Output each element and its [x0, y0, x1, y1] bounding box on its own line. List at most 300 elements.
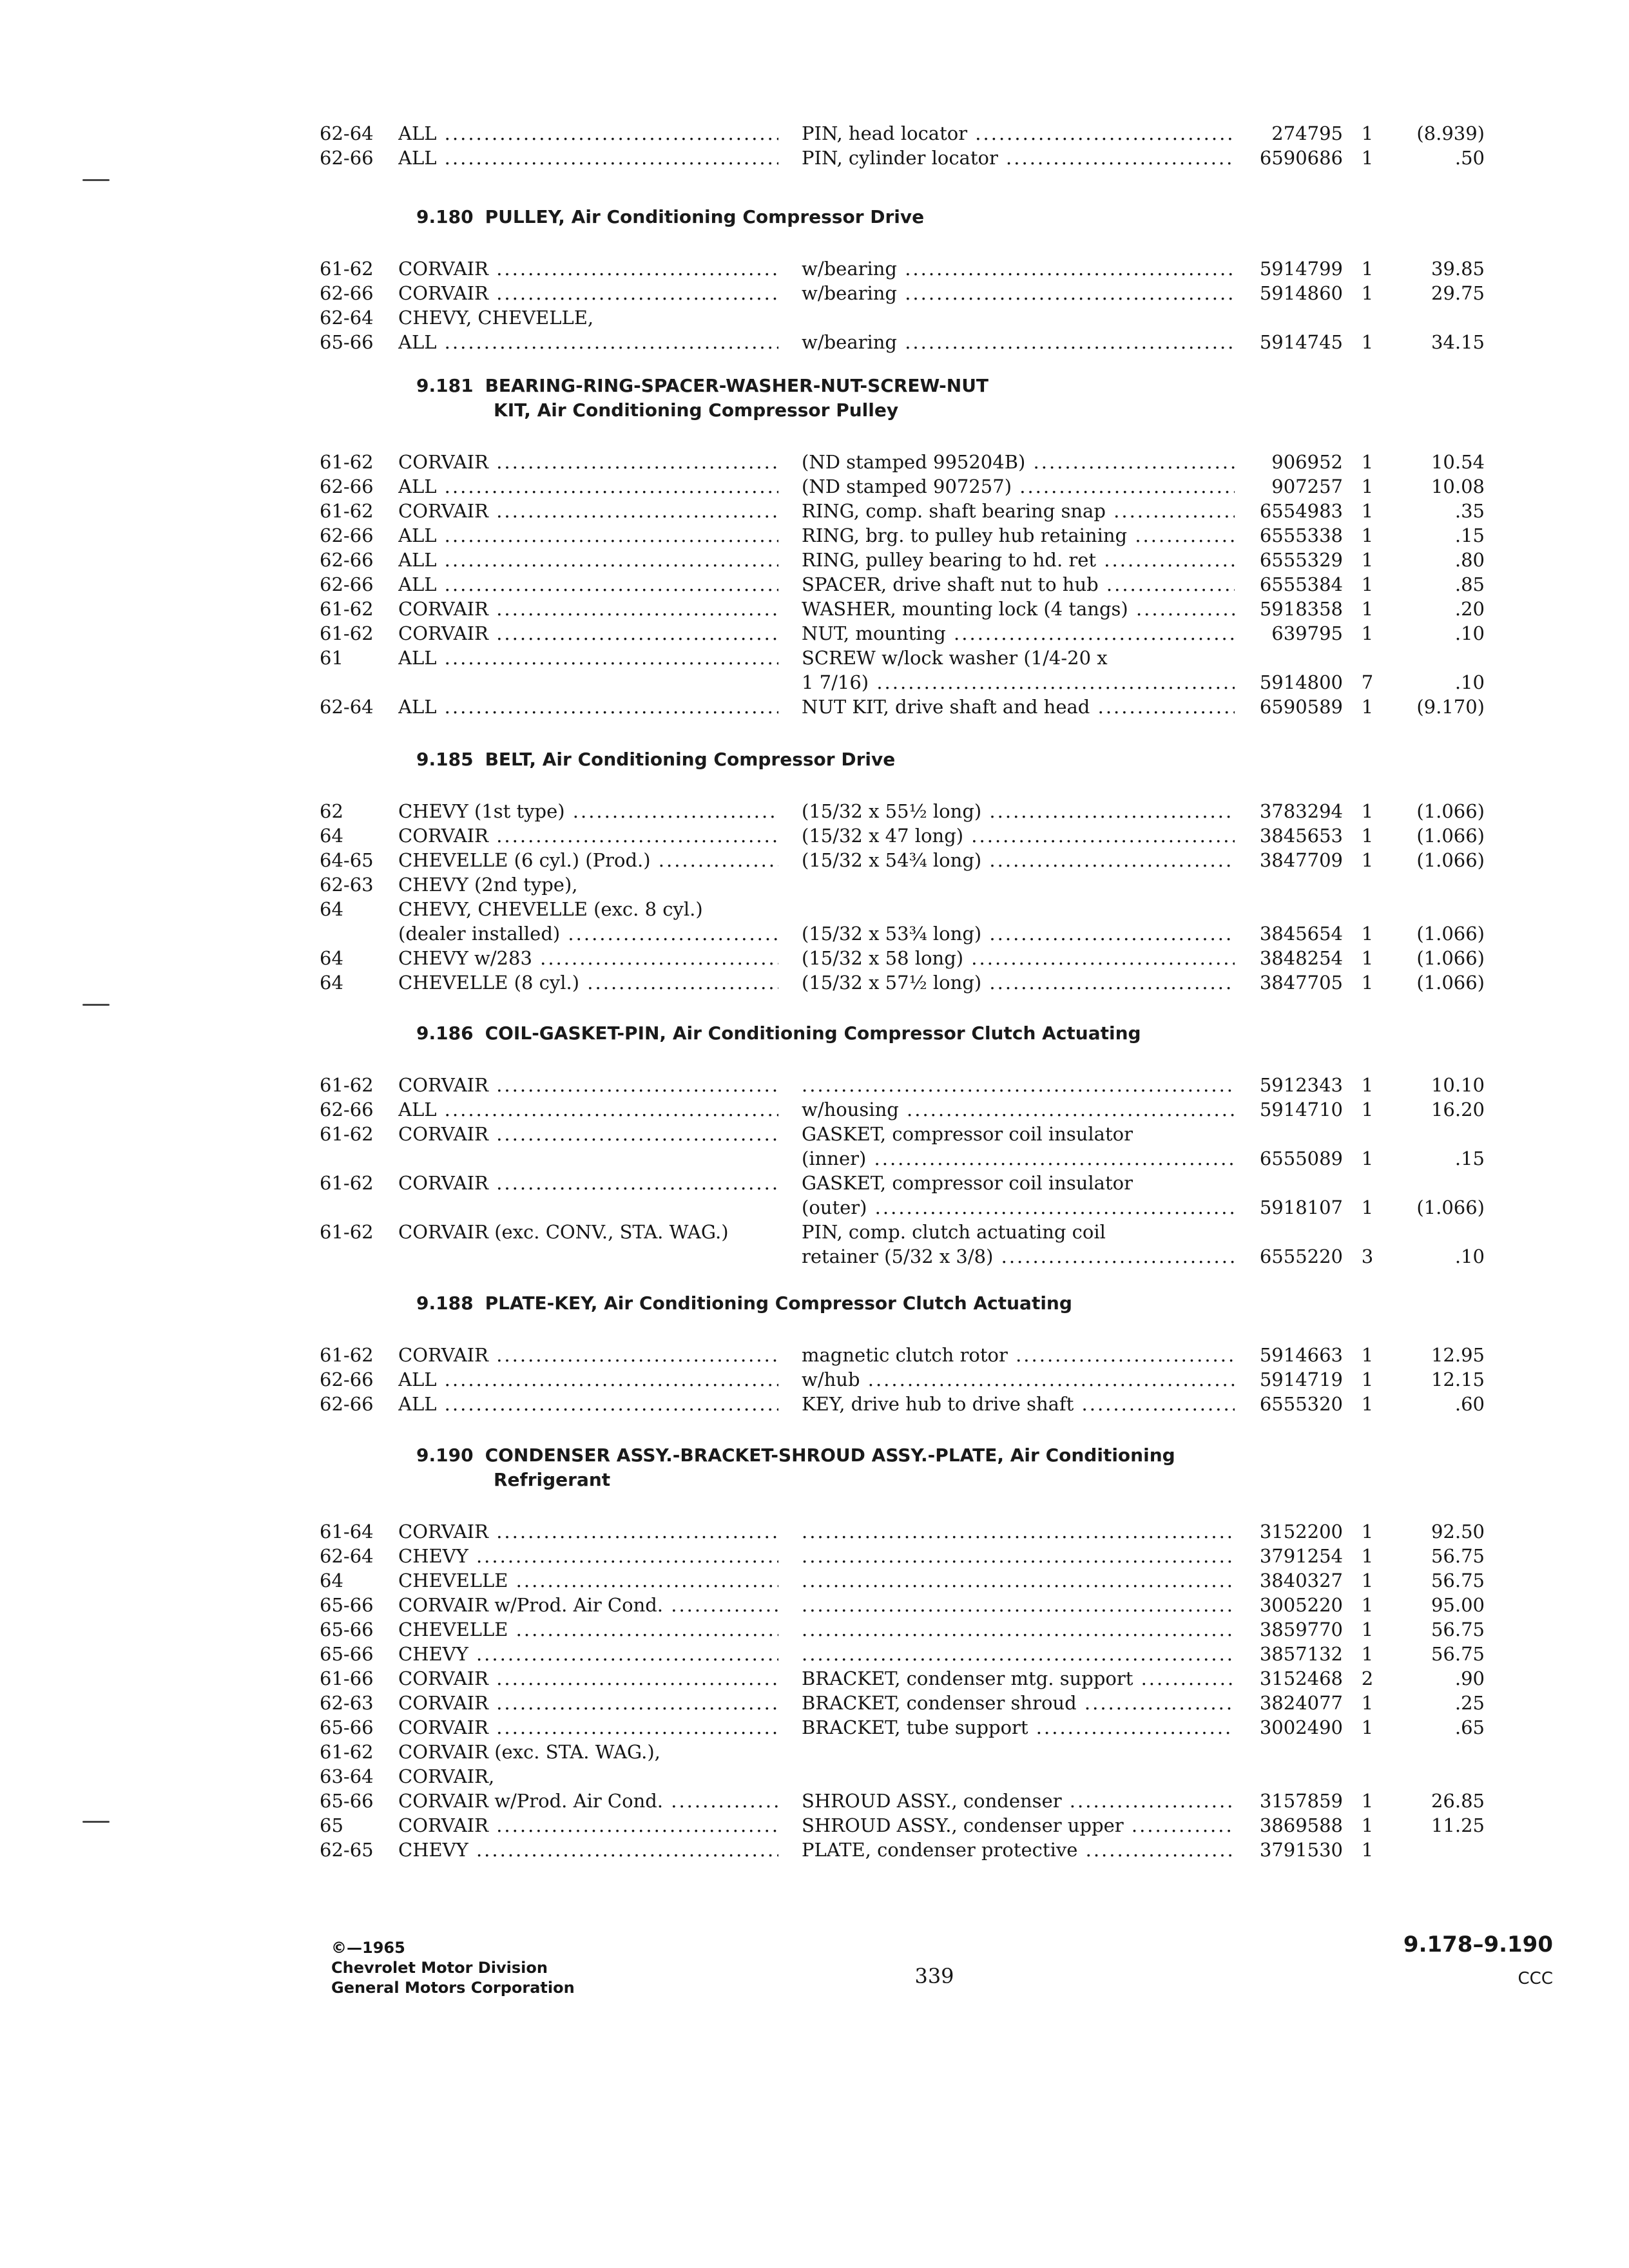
part-number: 3791530: [1259, 1839, 1343, 1861]
price: (1.066): [1416, 1196, 1485, 1218]
table-row: [0, 799, 1629, 823]
description: [802, 1642, 1235, 1666]
table-row: [0, 1593, 1629, 1617]
section-title-continued: Refrigerant: [494, 1469, 611, 1490]
table-row: [0, 1789, 1629, 1813]
part-number: 3152468: [1259, 1667, 1343, 1689]
description: BRACKET, condenser mtg. support .....: [802, 1666, 1235, 1691]
description: PLATE, condenser protective .....: [802, 1838, 1235, 1862]
section-title-continued: KIT, Air Conditioning Compressor Pulley: [494, 399, 899, 421]
quantity: 1: [1361, 1619, 1374, 1640]
table-row: [0, 1367, 1629, 1392]
description: w/hub .....: [802, 1367, 1235, 1392]
section-title: CONDENSER ASSY.-BRACKET-SHROUD ASSY.-PLATE, Air Conditioning: [485, 1445, 1175, 1466]
price: 10.08: [1431, 476, 1485, 497]
price: .25: [1454, 1692, 1485, 1714]
description: KEY, drive hub to drive shaft .....: [802, 1392, 1235, 1416]
application: CORVAIR (exc. CONV., STA. WAG.): [398, 1221, 729, 1243]
section-heading: [416, 747, 1383, 772]
description: magnetic clutch rotor .....: [802, 1343, 1235, 1367]
price: 56.75: [1431, 1643, 1485, 1665]
year-range: 62-66: [320, 524, 374, 546]
table-row: [0, 1740, 1629, 1764]
table-row: [0, 1122, 1629, 1146]
application: ALL .....: [398, 572, 778, 597]
year-range: 61-62: [320, 622, 374, 644]
application: CORVAIR .....: [398, 499, 778, 523]
table-row: [0, 256, 1629, 281]
application: CORVAIR .....: [398, 1813, 778, 1838]
part-number: 274795: [1271, 122, 1343, 144]
price: (1.066): [1416, 825, 1485, 847]
price: 26.85: [1431, 1790, 1485, 1812]
application: CORVAIR .....: [398, 1519, 778, 1544]
table-row: [0, 872, 1629, 897]
year-range: 65-66: [320, 1619, 374, 1640]
part-number: 6555320: [1259, 1393, 1343, 1415]
description: w/bearing .....: [802, 330, 1235, 354]
price: 92.50: [1431, 1521, 1485, 1542]
description: SHROUD ASSY., condenser upper .....: [802, 1813, 1235, 1838]
part-number: 3002490: [1259, 1716, 1343, 1738]
price: 56.75: [1431, 1545, 1485, 1567]
price: 10.10: [1431, 1074, 1485, 1096]
application: CORVAIR (exc. STA. WAG.),: [398, 1741, 660, 1763]
part-number: 5912343: [1259, 1074, 1343, 1096]
part-number: 5918358: [1259, 598, 1343, 620]
quantity: 1: [1361, 1594, 1374, 1616]
year-range: 62-66: [320, 549, 374, 571]
part-number: 6590686: [1259, 147, 1343, 169]
price: .15: [1454, 524, 1485, 546]
part-number: 3869588: [1259, 1814, 1343, 1836]
part-number: 5918107: [1259, 1196, 1343, 1218]
price: 56.75: [1431, 1570, 1485, 1591]
description: [802, 1568, 1235, 1593]
price: 56.75: [1431, 1619, 1485, 1640]
year-range: 62-63: [320, 1692, 374, 1714]
application: CHEVY (2nd type),: [398, 874, 578, 896]
description: GASKET, compressor coil insulator: [802, 1123, 1133, 1145]
table-row: [0, 1343, 1629, 1367]
section-title: PULLEY, Air Conditioning Compressor Drive: [485, 206, 925, 227]
application: CORVAIR .....: [398, 597, 778, 621]
quantity: 1: [1361, 598, 1374, 620]
part-number: 5914719: [1259, 1369, 1343, 1390]
table-row: [0, 281, 1629, 305]
year-range: 64: [320, 825, 343, 847]
section-heading: [416, 374, 1383, 423]
year-range: 62-65: [320, 1839, 374, 1861]
application: CORVAIR .....: [398, 823, 778, 848]
price: .10: [1454, 622, 1485, 644]
year-range: 61-62: [320, 258, 374, 280]
table-row: [0, 621, 1629, 646]
description: (15/32 x 54¾ long) .....: [802, 848, 1235, 872]
application: CORVAIR .....: [398, 1691, 778, 1715]
table-row: [0, 1171, 1629, 1195]
quantity: 1: [1361, 282, 1374, 304]
quantity: 1: [1361, 849, 1374, 871]
year-range: 62-64: [320, 122, 374, 144]
price: (1.066): [1416, 972, 1485, 994]
description: (ND stamped 907257) .....: [802, 474, 1235, 499]
application: ALL .....: [398, 646, 778, 670]
description: 1 7/16) .....: [802, 670, 1235, 695]
table-row: [0, 121, 1629, 146]
price: .10: [1454, 1245, 1485, 1267]
year-range: 61-62: [320, 1344, 374, 1366]
year-range: 64: [320, 898, 343, 920]
quantity: 1: [1361, 1196, 1374, 1218]
application: CHEVELLE (8 cyl.) .....: [398, 970, 778, 995]
part-number: 639795: [1271, 622, 1343, 644]
price: .10: [1454, 671, 1485, 693]
quantity: 1: [1361, 1570, 1374, 1591]
price: 12.15: [1431, 1369, 1485, 1390]
description: (15/32 x 47 long) .....: [802, 823, 1235, 848]
quantity: 1: [1361, 1521, 1374, 1542]
table-row: [0, 474, 1629, 499]
description: SCREW w/lock washer (1/4-20 x: [802, 647, 1108, 669]
application: CORVAIR .....: [398, 450, 778, 474]
application: CHEVY .....: [398, 1642, 778, 1666]
application: CORVAIR .....: [398, 1073, 778, 1097]
quantity: 1: [1361, 500, 1374, 522]
table-row: [0, 897, 1629, 921]
price: 10.54: [1431, 451, 1485, 473]
application: CORVAIR,: [398, 1765, 495, 1787]
part-number: 907257: [1271, 476, 1343, 497]
part-number: 3005220: [1259, 1594, 1343, 1616]
description: (outer) .....: [802, 1195, 1235, 1220]
description: w/bearing .....: [802, 281, 1235, 305]
quantity: 1: [1361, 1393, 1374, 1415]
quantity: 1: [1361, 825, 1374, 847]
description: PIN, cylinder locator .....: [802, 146, 1235, 170]
section-number: 9.186: [416, 1023, 474, 1044]
table-row: [0, 523, 1629, 548]
table-row: [0, 1220, 1629, 1244]
year-range: 64-65: [320, 849, 374, 871]
year-range: 61: [320, 647, 343, 669]
section-title: BELT, Air Conditioning Compressor Drive: [485, 749, 896, 770]
description: BRACKET, condenser shroud .....: [802, 1691, 1235, 1715]
year-range: 62-66: [320, 573, 374, 595]
year-range: 64: [320, 972, 343, 994]
description: w/housing .....: [802, 1097, 1235, 1122]
application: ALL .....: [398, 330, 778, 354]
part-number: 3859770: [1259, 1619, 1343, 1640]
table-row: [0, 1392, 1629, 1416]
table-row: [0, 1838, 1629, 1862]
quantity: 1: [1361, 258, 1374, 280]
application: ALL .....: [398, 474, 778, 499]
price: (1.066): [1416, 947, 1485, 969]
application: CHEVY .....: [398, 1838, 778, 1862]
price: 39.85: [1431, 258, 1485, 280]
table-row: [0, 1617, 1629, 1642]
section-number: 9.181: [416, 375, 474, 396]
table-row: [0, 548, 1629, 572]
price: (9.170): [1416, 696, 1485, 718]
table-row: [0, 1195, 1629, 1220]
table-row: [0, 695, 1629, 719]
section-number: 9.185: [416, 749, 474, 770]
application: CORVAIR .....: [398, 1122, 778, 1146]
table-row: [0, 1691, 1629, 1715]
quantity: 1: [1361, 524, 1374, 546]
section-number: 9.180: [416, 206, 474, 227]
application: CORVAIR w/Prod. Air Cond. .....: [398, 1789, 778, 1813]
year-range: 61-62: [320, 598, 374, 620]
year-range: 65-66: [320, 331, 374, 353]
corporation-name: General Motors Corporation: [331, 1979, 575, 1997]
table-row: [0, 1519, 1629, 1544]
part-number: 3845653: [1259, 825, 1343, 847]
description: (15/32 x 55½ long) .....: [802, 799, 1235, 823]
description: (ND stamped 995204B) .....: [802, 450, 1235, 474]
year-range: 62-66: [320, 1393, 374, 1415]
section-heading: [416, 1443, 1383, 1492]
price: .90: [1454, 1667, 1485, 1689]
quantity: 1: [1361, 1716, 1374, 1738]
part-number: 3157859: [1259, 1790, 1343, 1812]
year-range: 62-66: [320, 282, 374, 304]
part-number: 3847709: [1259, 849, 1343, 871]
description: (inner) .....: [802, 1146, 1235, 1171]
description: (15/32 x 53¾ long) .....: [802, 921, 1235, 946]
table-row: [0, 572, 1629, 597]
part-number: 3824077: [1259, 1692, 1343, 1714]
year-range: 64: [320, 947, 343, 969]
application: CORVAIR .....: [398, 1171, 778, 1195]
price: 16.20: [1431, 1099, 1485, 1120]
price: (1.066): [1416, 923, 1485, 945]
description: NUT KIT, drive shaft and head .....: [802, 695, 1235, 719]
year-range: 61-62: [320, 1123, 374, 1145]
part-number: 6555338: [1259, 524, 1343, 546]
table-row: [0, 1715, 1629, 1740]
part-number: 6554983: [1259, 500, 1343, 522]
table-row: [0, 1568, 1629, 1593]
table-row: [0, 330, 1629, 354]
margin-mark: [82, 1004, 110, 1006]
year-range: 61-66: [320, 1667, 374, 1689]
section-title: COIL-GASKET-PIN, Air Conditioning Compressor Clutch Actuating: [485, 1023, 1141, 1044]
part-number: 5914745: [1259, 331, 1343, 353]
description: WASHER, mounting lock (4 tangs) .....: [802, 597, 1235, 621]
copyright: ©—1965: [331, 1939, 405, 1957]
application: CHEVELLE (6 cyl.) (Prod.) .....: [398, 848, 778, 872]
year-range: 61-62: [320, 451, 374, 473]
application: CORVAIR .....: [398, 621, 778, 646]
part-number: 5914799: [1259, 258, 1343, 280]
part-number: 3152200: [1259, 1521, 1343, 1542]
part-number: 3840327: [1259, 1570, 1343, 1591]
section-heading: [416, 205, 1383, 229]
quantity: 1: [1361, 573, 1374, 595]
table-row: [0, 597, 1629, 621]
quantity: 1: [1361, 1814, 1374, 1836]
division-name: Chevrolet Motor Division: [331, 1959, 548, 1977]
table-row: [0, 499, 1629, 523]
section-number: 9.190: [416, 1445, 474, 1466]
description: RING, pulley bearing to hd. ret .....: [802, 548, 1235, 572]
table-row: [0, 946, 1629, 970]
table-row: [0, 1642, 1629, 1666]
quantity: 1: [1361, 451, 1374, 473]
part-number: 3791254: [1259, 1545, 1343, 1567]
part-number: 3847705: [1259, 972, 1343, 994]
application: ALL .....: [398, 146, 778, 170]
table-row: [0, 670, 1629, 695]
table-row: [0, 1813, 1629, 1838]
price: .60: [1454, 1393, 1485, 1415]
description: NUT, mounting .....: [802, 621, 1235, 646]
application: CHEVY w/283 .....: [398, 946, 778, 970]
table-row: [0, 970, 1629, 995]
application: ALL .....: [398, 523, 778, 548]
section-heading: [416, 1291, 1383, 1316]
quantity: 1: [1361, 1099, 1374, 1120]
price: 29.75: [1431, 282, 1485, 304]
year-range: 62-64: [320, 1545, 374, 1567]
application: ALL .....: [398, 1392, 778, 1416]
price: (8.939): [1416, 122, 1485, 144]
price: .85: [1454, 573, 1485, 595]
quantity: 1: [1361, 1369, 1374, 1390]
price: (1.066): [1416, 800, 1485, 822]
description: BRACKET, tube support .....: [802, 1715, 1235, 1740]
quantity: 1: [1361, 923, 1374, 945]
year-range: 63-64: [320, 1765, 374, 1787]
part-number: 6555329: [1259, 549, 1343, 571]
application: CORVAIR .....: [398, 1715, 778, 1740]
year-range: 64: [320, 1570, 343, 1591]
application: CHEVY (1st type) .....: [398, 799, 778, 823]
description: RING, comp. shaft bearing snap .....: [802, 499, 1235, 523]
table-row: [0, 1544, 1629, 1568]
description: GASKET, compressor coil insulator: [802, 1172, 1133, 1194]
application: ALL .....: [398, 695, 778, 719]
part-number: 6555384: [1259, 573, 1343, 595]
table-row: [0, 450, 1629, 474]
part-number: 3783294: [1259, 800, 1343, 822]
table-row: [0, 823, 1629, 848]
quantity: 1: [1361, 147, 1374, 169]
year-range: 62-66: [320, 1099, 374, 1120]
part-number: 6590589: [1259, 696, 1343, 718]
part-number: 5914860: [1259, 282, 1343, 304]
description: [802, 1617, 1235, 1642]
year-range: 61-62: [320, 1221, 374, 1243]
year-range: 61-62: [320, 1074, 374, 1096]
year-range: 65: [320, 1814, 343, 1836]
quantity: 3: [1361, 1245, 1374, 1267]
description: [802, 1593, 1235, 1617]
table-row: [0, 921, 1629, 946]
description: (15/32 x 57½ long) .....: [802, 970, 1235, 995]
part-number: 6555089: [1259, 1148, 1343, 1169]
year-range: 61-64: [320, 1521, 374, 1542]
year-range: 62-64: [320, 307, 374, 329]
table-row: [0, 1244, 1629, 1269]
year-range: 62: [320, 800, 343, 822]
year-range: 61-62: [320, 500, 374, 522]
page-code: CCC: [1518, 1969, 1553, 1988]
description: [802, 1544, 1235, 1568]
quantity: 2: [1361, 1667, 1374, 1689]
quantity: 1: [1361, 331, 1374, 353]
margin-mark: [82, 179, 110, 181]
year-range: 65-66: [320, 1643, 374, 1665]
description: [802, 1519, 1235, 1544]
table-row: [0, 848, 1629, 872]
application: ALL .....: [398, 1367, 778, 1392]
quantity: 1: [1361, 1148, 1374, 1169]
quantity: 1: [1361, 1839, 1374, 1861]
section-range: 9.178–9.190: [1403, 1932, 1553, 1957]
quantity: 1: [1361, 549, 1374, 571]
table-row: [0, 1666, 1629, 1691]
description: w/bearing .....: [802, 256, 1235, 281]
quantity: 1: [1361, 972, 1374, 994]
year-range: 62-66: [320, 1369, 374, 1390]
price: .80: [1454, 549, 1485, 571]
description: retainer (5/32 x 3/8) .....: [802, 1244, 1235, 1269]
quantity: 1: [1361, 1692, 1374, 1714]
application: CORVAIR .....: [398, 1666, 778, 1691]
table-row: [0, 1764, 1629, 1789]
application: CHEVY, CHEVELLE (exc. 8 cyl.): [398, 898, 703, 920]
year-range: 61-62: [320, 1741, 374, 1763]
part-number: 3857132: [1259, 1643, 1343, 1665]
description: SPACER, drive shaft nut to hub .....: [802, 572, 1235, 597]
year-range: 62-63: [320, 874, 374, 896]
part-number: 5914710: [1259, 1099, 1343, 1120]
application: ALL .....: [398, 1097, 778, 1122]
section-title: BEARING-RING-SPACER-WASHER-NUT-SCREW-NUT: [485, 375, 989, 396]
year-range: 61-62: [320, 1172, 374, 1194]
year-range: 62-66: [320, 147, 374, 169]
application: ALL .....: [398, 548, 778, 572]
price: .65: [1454, 1716, 1485, 1738]
application: CORVAIR .....: [398, 281, 778, 305]
quantity: 1: [1361, 622, 1374, 644]
quantity: 1: [1361, 800, 1374, 822]
application: CHEVELLE .....: [398, 1568, 778, 1593]
application: CHEVY, CHEVELLE,: [398, 307, 594, 329]
description: RING, brg. to pulley hub retaining .....: [802, 523, 1235, 548]
quantity: 1: [1361, 696, 1374, 718]
quantity: 1: [1361, 1545, 1374, 1567]
price: 12.95: [1431, 1344, 1485, 1366]
part-number: 5914663: [1259, 1344, 1343, 1366]
quantity: 1: [1361, 1074, 1374, 1096]
quantity: 7: [1361, 671, 1374, 693]
price: 95.00: [1431, 1594, 1485, 1616]
quantity: 1: [1361, 1643, 1374, 1665]
table-row: [0, 1097, 1629, 1122]
description: [802, 1073, 1235, 1097]
description: (15/32 x 58 long) .....: [802, 946, 1235, 970]
table-row: [0, 1073, 1629, 1097]
application: CHEVY .....: [398, 1544, 778, 1568]
part-number: 3845654: [1259, 923, 1343, 945]
section-number: 9.188: [416, 1293, 474, 1314]
table-row: [0, 146, 1629, 170]
